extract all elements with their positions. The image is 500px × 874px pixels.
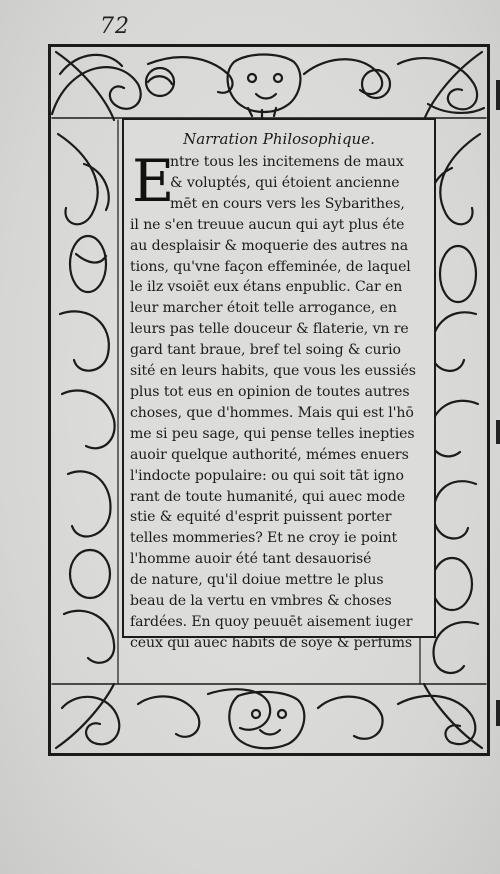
text-line: plus tot eus en opinion de toutes autres xyxy=(130,383,410,400)
text-line: beau de la vertu en vmbres & choses xyxy=(130,593,392,610)
text-line: sité en leurs habits, que vous les eussiés xyxy=(130,363,416,380)
page-edge-mark xyxy=(496,420,500,444)
text-line: leurs pas telle douceur & flaterie, vn re xyxy=(130,321,409,338)
text-line: stie & equité d'esprit puissent porter xyxy=(130,509,392,526)
page-edge-mark xyxy=(496,700,500,726)
text-line: l'indocte populaire: ou qui soit tāt igno xyxy=(130,467,404,484)
body-text xyxy=(130,147,430,654)
text-line: il ne s'en treuue aucun qui ayt plus éte xyxy=(130,216,405,233)
chapter-title: Narration Philosophique. xyxy=(183,130,375,148)
bottom-border-woodcut-mask-icon xyxy=(52,684,486,748)
top-border-woodcut-mask-icon xyxy=(52,55,486,119)
text-line: me si peu sage, qui pense telles inepties xyxy=(130,425,415,442)
text-line: le ilz vsoiēt eux étans enpublic. Car en xyxy=(130,279,403,296)
left-border-woodcut-foliage-icon xyxy=(58,120,118,684)
text-line: leur marcher étoit telle arrogance, en xyxy=(130,300,397,317)
text-line: mēt en cours vers les Sybarithes, xyxy=(170,195,405,212)
text-line: auoir quelque authorité, mémes enuers xyxy=(130,446,409,463)
page-edge-mark xyxy=(496,80,500,110)
text-line: choses, que d'hommes. Mais qui est l'hō xyxy=(130,404,414,421)
text-line: gard tant braue, bref tel soing & curio xyxy=(130,342,401,359)
text-line: fardées. En quoy peuuēt aisement iuger xyxy=(130,613,413,630)
text-line: ceux qui auec habits de soye & perfums xyxy=(130,634,412,651)
text-line: & voluptés, qui étoient ancienne xyxy=(170,174,400,191)
text-line: rant de toute humanité, qui auec mode xyxy=(130,488,406,505)
drop-cap: E xyxy=(132,147,175,215)
text-line: telles mommeries? Et ne croy ie point xyxy=(130,530,398,547)
text-line: au desplaisir & moquerie des autres na xyxy=(130,237,409,254)
text-line: tions, qu'vne façon effeminée, de laquel xyxy=(130,258,411,275)
text-line: ntre tous les incitemens de maux xyxy=(170,154,404,170)
text-line: de nature, qu'il doiue mettre le plus xyxy=(130,572,384,589)
text-line: l'homme auoir été tant desauorisé xyxy=(130,551,372,568)
page-number: 72 xyxy=(100,14,130,39)
